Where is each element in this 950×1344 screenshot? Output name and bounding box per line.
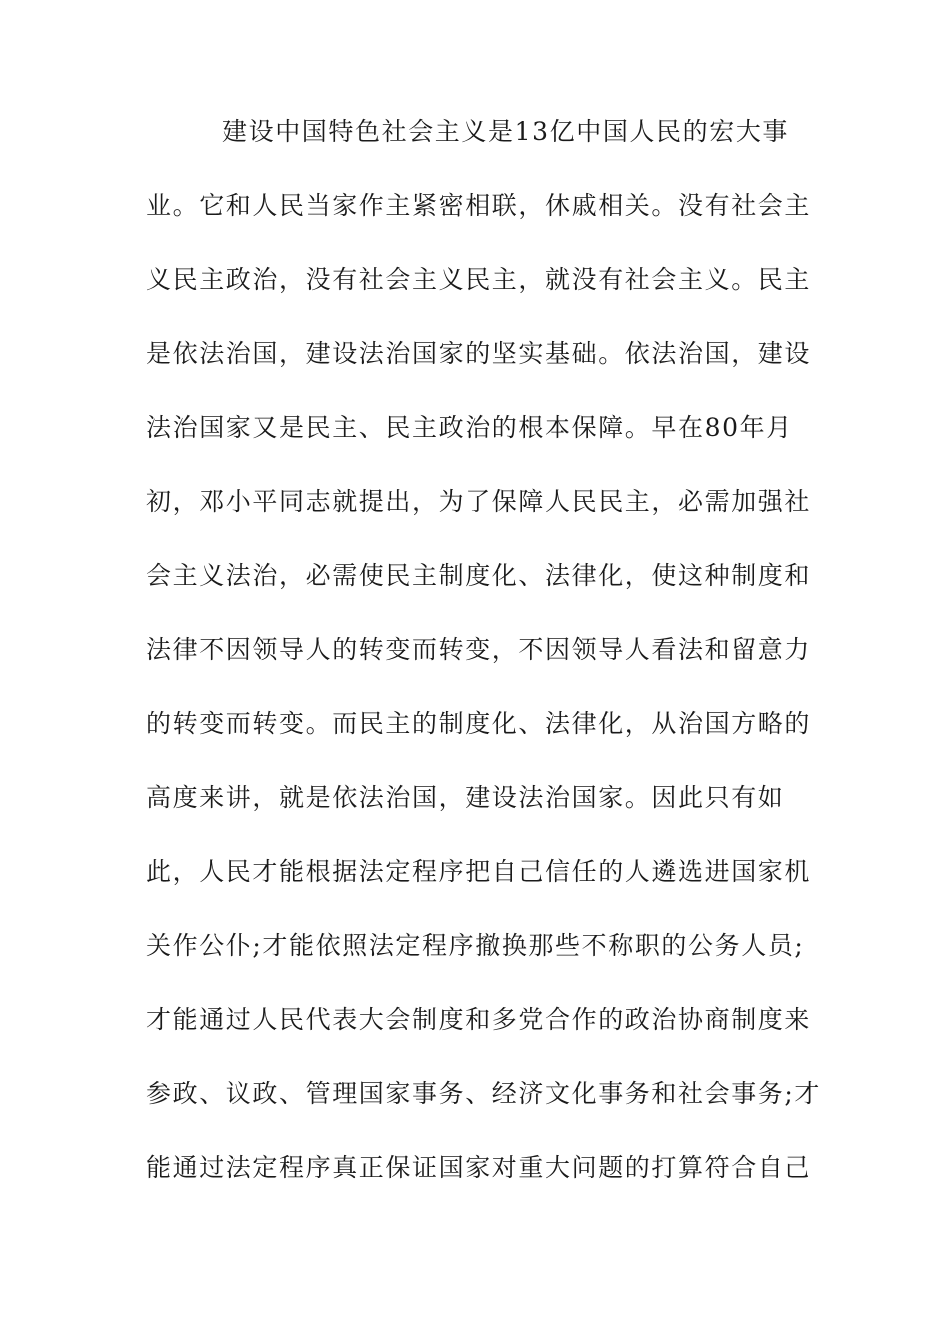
paragraph-line-5: 法治国家又是民主、民主政治的根本保障。早在80年月 xyxy=(146,413,793,442)
paragraph-line-2: 业。它和人民当家作主紧密相联，休戚相关。没有社会主 xyxy=(146,191,812,220)
paragraph-line-11: 此，人民才能根据法定程序把自己信任的人遴选进国家机 xyxy=(146,857,812,886)
paragraph-line-1: 建设中国特色社会主义是13亿中国人民的宏大事 xyxy=(222,117,790,146)
paragraph-line-8: 法律不因领导人的转变而转变，不因领导人看法和留意力 xyxy=(146,635,812,664)
paragraph-line-15: 能通过法定程序真正保证国家对重大问题的打算符合自己 xyxy=(146,1153,812,1182)
paragraph-line-12: 关作公仆;才能依照法定程序撤换那些不称职的公务人员; xyxy=(146,931,805,960)
paragraph-line-10: 高度来讲，就是依法治国，建设法治国家。因此只有如 xyxy=(146,783,785,812)
paragraph-line-3: 义民主政治，没有社会主义民主，就没有社会主义。民主 xyxy=(146,265,812,294)
paragraph-line-14: 参政、议政、管理国家事务、经济文化事务和社会事务;才 xyxy=(146,1079,822,1108)
paragraph-line-4: 是依法治国，建设法治国家的坚实基础。依法治国，建设 xyxy=(146,339,812,368)
paragraph-line-6: 初，邓小平同志就提出，为了保障人民民主，必需加强社 xyxy=(146,487,812,516)
paragraph-line-13: 才能通过人民代表大会制度和多党合作的政治协商制度来 xyxy=(146,1005,812,1034)
paragraph-line-9: 的转变而转变。而民主的制度化、法律化，从治国方略的 xyxy=(146,709,812,738)
paragraph-line-7: 会主义法治，必需使民主制度化、法律化，使这种制度和 xyxy=(146,561,812,590)
